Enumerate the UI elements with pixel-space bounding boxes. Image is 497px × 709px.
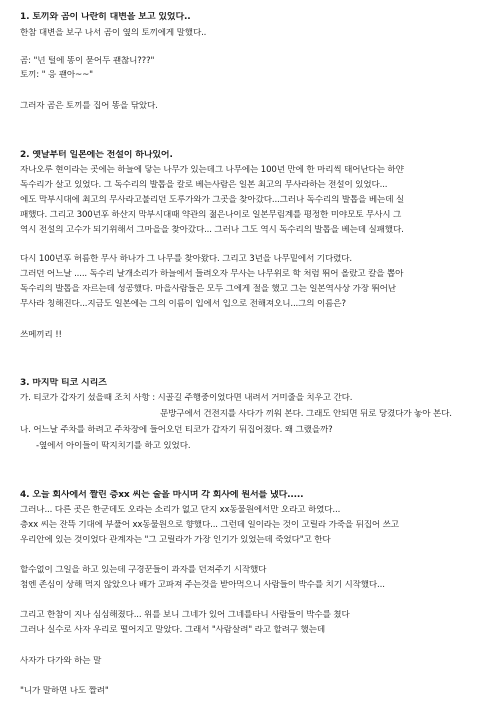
story-1-line: 토끼: " 응 괜아~~" xyxy=(20,70,93,80)
story-1-line: 한참 대변을 보구 나서 곰이 옆의 토끼에게 말했다.. xyxy=(20,28,207,38)
story-4-line: 그러나... 다른 곳은 한군데도 오라는 소리가 없고 단지 xx동물원에서만 오라고 하였다... xyxy=(20,505,341,515)
story-2-line: 독수리의 발톱을 자르는데 성공했다. 마을사람들은 모두 그에게 절을 했고 그는 일본역사상 가장 뛰어난 xyxy=(20,284,396,294)
story-3-heading: 3. 마지막 티코 시리즈 xyxy=(20,378,107,388)
story-2-line: 에도 막부시대에 최고의 무사라고불리던 도루가와가 그곳을 찾아갔다...그러나 독수리의 발톱을 베는데 실 xyxy=(20,195,405,205)
story-2-line: 독수리가 살고 있었다. 그 독수리의 발톱을 칼로 베는사람은 일본 최고의 무사라하는 전설이 있었다... xyxy=(20,180,388,190)
story-4-punchline: "니가 말하면 나도 짤려" xyxy=(20,686,109,696)
story-2-line: 무사라 칭해진다...지금도 일본에는 그의 이름이 입에서 입으로 전해져오니...그의 이름은? xyxy=(20,299,346,309)
story-1-heading: 1. 토끼와 곰이 나란히 대변을 보고 있었다.. xyxy=(20,12,191,22)
story-4-line: 층xx 씨는 잔뜩 기대에 부풀어 xx동물원으로 향했다... 그런데 일이라는 것이 고릴라 가죽을 뒤집어 쓰고 xyxy=(20,520,399,530)
story-3-line: 문방구에서 건전지를 사다가 끼워 본다. 그래도 안되면 뒤로 당겼다가 놓아 본다. xyxy=(160,409,452,419)
story-3-line: -옆에서 아이들이 딱지치기를 하고 있었다. xyxy=(36,441,191,451)
story-2-line: 자나오루 현이라는 곳에는 하늘에 닿는 나무가 있는데그 나무에는 100년 만에 한 마리씩 태어난다는 하얀 xyxy=(20,165,404,175)
story-4-line: 우리안에 있는 것이었다 관계자는 "그 고릴라가 가장 인기가 있었는데 죽었다"고 한다 xyxy=(20,535,331,545)
story-2-line: 다시 100년후 허름한 무사 하나가 그 나무를 찾아왔다. 그리고 3년을 나무밑에서 기다렸다. xyxy=(20,254,352,264)
story-2-punchline: 쓰메끼리 !! xyxy=(20,330,62,340)
story-4-line: 그리고 한참이 지나 심심해졌다... 위를 보니 그네가 있어 그네를타니 사람들이 박수를 쳤다 xyxy=(20,610,350,620)
story-4-line: 첨엔 존심이 상해 먹지 않았으나 배가 고파져 주는것을 받아먹으니 사람들이 박수를 치기 시작했다... xyxy=(20,580,385,590)
story-4-line: 사자가 다가와 하는 말 xyxy=(20,656,102,666)
story-1-line: 그러자 곰은 토끼를 집어 똥을 닦았다. xyxy=(20,101,158,111)
story-4-heading: 4. 오늘 회사에서 짤린 층xx 씨는 술을 마시며 각 회사에 원서를 냈다..... xyxy=(20,490,304,500)
story-2-line: 그러던 어느날 ..... 독수리 날개소리가 하늘에서 들려오자 무사는 나무위로 학 처럼 뛰어 올랐고 칼을 뽑아 xyxy=(20,269,404,279)
story-2-line: 역시 전설의 고수가 되기위해서 그마을을 찾아갔다... 그러나 그도 역시 독수리의 발톱을 베는데 실패했다. xyxy=(20,225,404,235)
story-4-line: 그러나 실수로 사자 우리로 떨어지고 말았다. 그래서 "사람살려" 라고 할려구 했는데 xyxy=(20,625,326,635)
story-2-heading: 2. 옛날부터 일본에는 전설이 하나있어. xyxy=(20,150,173,160)
story-4-line: 할수없이 그일을 하고 있는데 구경꾼들이 과자를 던져주기 시작했다 xyxy=(20,565,267,575)
story-1-line: 곰: "넌 털에 똥이 묻어두 괜찮니???" xyxy=(20,56,155,66)
story-2-line: 패했다. 그리고 300년후 하산지 막부시대때 약관의 젊은나이로 일본무림계를 평정한 미야모토 무사시 그 xyxy=(20,210,402,220)
story-3-line: 나. 어느날 주차를 하려고 주차장에 들어오던 티코가 갑자기 뒤집어졌다. 왜 그랬을까? xyxy=(20,425,333,435)
story-3-line: 가. 티코가 갑자기 섰을때 조치 사항 : 시골길 주행중이었다면 내려서 거미줄을 치우고 간다. xyxy=(20,393,353,403)
